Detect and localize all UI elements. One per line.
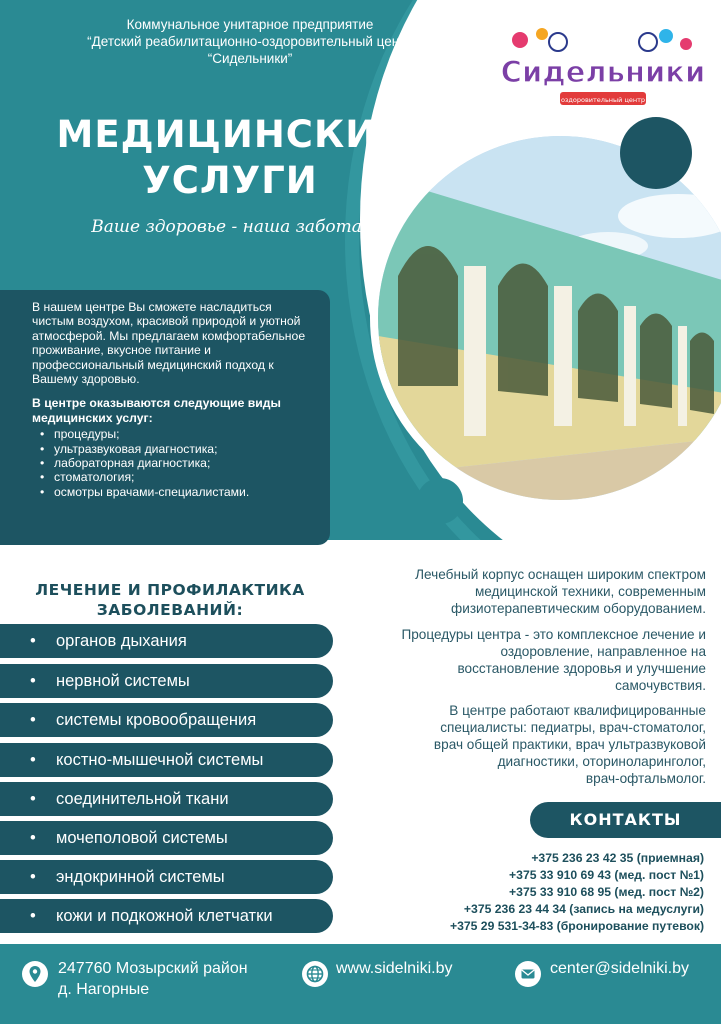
bullet: •	[30, 672, 36, 690]
paragraph-line: восстановление здоровья и улучшение	[457, 661, 706, 676]
phone-number[interactable]: +375 236 23 44 34 (запись на медуслуги)	[463, 902, 704, 916]
services-title: В центре оказываются следующие виды медицинских услуг:	[32, 396, 281, 425]
services-list-item: • лабораторная диагностика;	[40, 456, 314, 470]
treatment-item-label: мочеполовой системы	[56, 829, 228, 847]
address-line: 247760 Мозырский район	[58, 960, 248, 977]
treatment-item	[0, 703, 333, 737]
paragraph-line: врач общей практики, врач ультразвуковой	[433, 737, 706, 752]
address	[58, 958, 248, 1000]
bullet: •	[30, 751, 36, 769]
treatment-item-label: органов дыхания	[56, 632, 187, 650]
paragraph-line: Лечебный корпус оснащен широким спектром	[415, 567, 706, 582]
paragraph-line: В центре работают квалифицированные	[449, 703, 706, 718]
organization-name	[40, 16, 460, 67]
bullet: •	[30, 907, 36, 925]
bullet: •	[30, 829, 36, 847]
org-line: “Сидельники”	[207, 51, 293, 66]
services-list-item: • процедуры;	[40, 427, 314, 441]
services-list-item: • осмотры врачами-специалистами.	[40, 485, 314, 499]
title-line: УСЛУГИ	[142, 159, 318, 202]
contacts-heading: КОНТАКТЫ	[530, 802, 721, 838]
paragraph-line: самочувствия.	[615, 678, 706, 693]
treatment-item-label: костно-мышечной системы	[56, 751, 264, 769]
address-line: д. Нагорные	[58, 981, 150, 998]
decorative-circle-teal	[417, 478, 463, 524]
treatment-item	[0, 743, 333, 777]
treatment-title-line: ЗАБОЛЕВАНИЙ:	[96, 601, 244, 619]
location-pin-icon	[22, 961, 48, 987]
treatment-item	[0, 664, 333, 698]
services-list-item: • ультразвуковая диагностика;	[40, 442, 314, 456]
info-box	[0, 290, 330, 545]
phone-number[interactable]: +375 236 23 42 35 (приемная)	[531, 851, 704, 865]
email-link[interactable]: center@sidelniki.by	[550, 960, 689, 977]
treatment-item-label: эндокринной системы	[56, 868, 225, 886]
globe-icon	[302, 961, 328, 987]
treatment-item	[0, 624, 333, 658]
treatment-item-label: соединительной ткани	[56, 790, 229, 808]
treatment-title	[0, 580, 340, 620]
treatment-title-line: ЛЕЧЕНИЕ И ПРОФИЛАКТИКА	[35, 581, 305, 599]
phone-number[interactable]: +375 33 910 68 95 (мед. пост №2)	[509, 885, 704, 899]
slogan: Ваше здоровье - наша забота!	[91, 217, 369, 237]
phone-number[interactable]: +375 29 531-34-83 (бронирование путевок)	[449, 919, 704, 933]
paragraph-line: физиотерапевтическим оборудованием.	[451, 601, 706, 616]
phone-number[interactable]: +375 33 910 69 43 (мед. пост №1)	[509, 868, 704, 882]
paragraph-line: врач-офтальмолог.	[585, 771, 706, 786]
treatment-item-label: нервной системы	[56, 672, 190, 690]
paragraph-line: оздоровление, направленное на	[500, 644, 706, 659]
intro-text: В нашем центре Вы сможете насладиться чистым воздухом, красивой природой и уютной атмосферой. Мы предлагаем комфортабельное проживание, вкусное питание и профессиональный медицинский подход к Вашему здоровью.	[32, 300, 306, 387]
decorative-circle-dark	[620, 117, 692, 189]
website-link[interactable]: www.sidelniki.by	[336, 960, 453, 977]
services-list	[32, 427, 314, 499]
treatment-item	[0, 899, 333, 933]
bullet: •	[30, 790, 36, 808]
treatment-item	[0, 782, 333, 816]
paragraph-line: Процедуры центра - это комплексное лечение и	[401, 627, 706, 642]
treatment-item	[0, 860, 333, 894]
treatment-item-label: кожи и подкожной клетчатки	[56, 907, 273, 925]
bullet: •	[30, 868, 36, 886]
phone-list	[360, 850, 704, 935]
envelope-icon	[515, 961, 541, 987]
paragraph-line: медицинской техники, современным	[474, 584, 706, 599]
equipment-paragraph	[348, 566, 706, 617]
paragraph-line: специалисты: педиатры, врач-стоматолог,	[440, 720, 706, 735]
sidelniki-logo	[498, 20, 708, 115]
specialists-paragraph	[348, 702, 706, 787]
page-title	[30, 112, 430, 204]
services-list-item: • стоматология;	[40, 470, 314, 484]
treatment-item-label: системы кровообращения	[56, 711, 257, 729]
title-line: МЕДИЦИНСКИЕ	[56, 113, 404, 156]
bullet: •	[30, 632, 36, 650]
org-line: Коммунальное унитарное предприятие	[126, 17, 374, 32]
footer	[0, 944, 721, 1024]
treatment-item	[0, 821, 333, 855]
procedures-paragraph	[348, 626, 706, 694]
svg-text:оздоровительный центр: оздоровительный центр	[560, 96, 646, 104]
paragraph-line: диагностики, оториноларинголог,	[497, 754, 706, 769]
org-line: “Детский реабилитационно-оздоровительный центр	[87, 34, 413, 49]
bullet: •	[30, 711, 36, 729]
svg-text:Сидельники: Сидельники	[500, 55, 706, 89]
